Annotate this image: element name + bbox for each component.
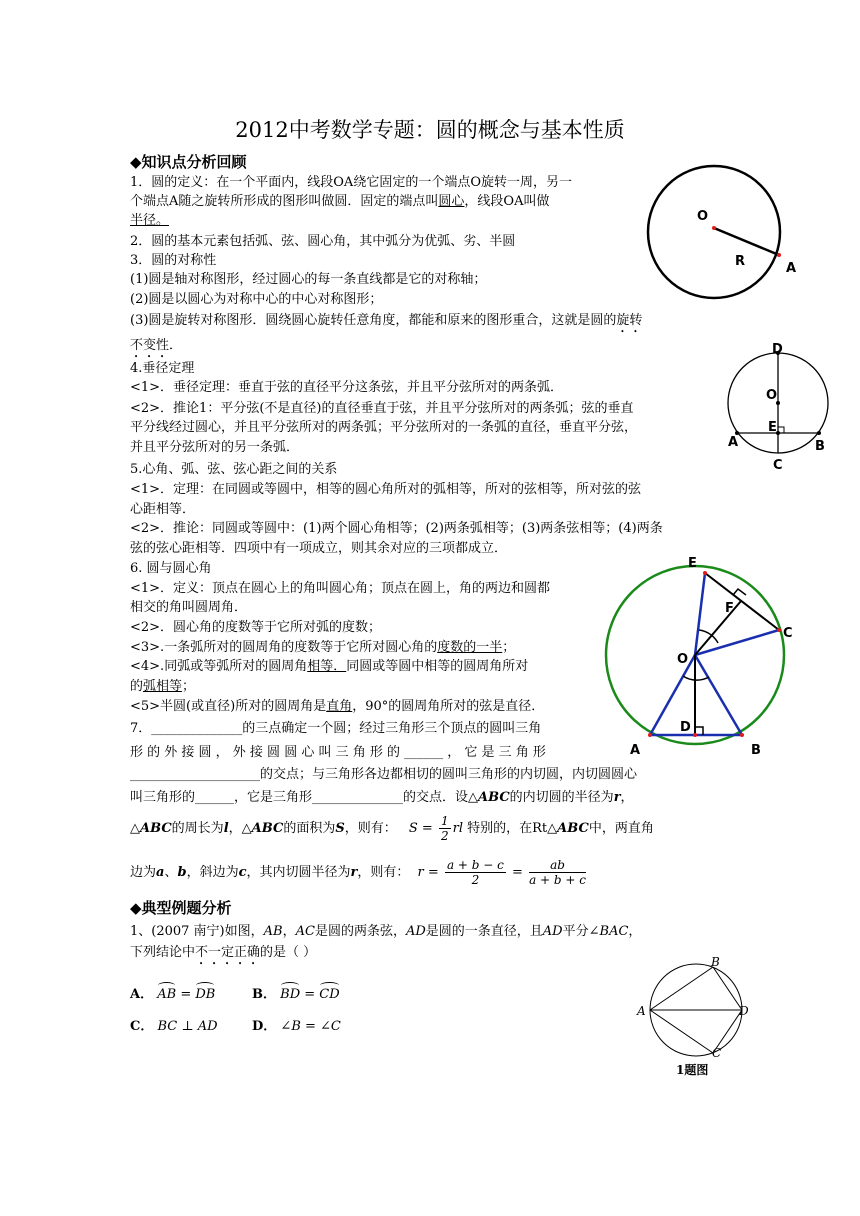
text-line: 弦的弦心距相等．四项中有一项成立，则其余对应的三项都成立． bbox=[130, 541, 508, 556]
formula-equals: = bbox=[427, 865, 439, 880]
text-line: 相交的角叫圆周角． bbox=[130, 600, 248, 615]
point-marker bbox=[693, 733, 697, 737]
math-var: AC bbox=[295, 924, 315, 939]
text-line bbox=[130, 678, 195, 695]
text-segment: ． bbox=[169, 338, 183, 353]
underlined-term: 弧相等 bbox=[143, 679, 183, 694]
math-equals: = bbox=[176, 987, 196, 1002]
option-c[interactable] bbox=[130, 1018, 218, 1035]
chord-ac bbox=[650, 1010, 713, 1053]
text-segment: ； bbox=[502, 640, 516, 655]
text-segment: 边为 bbox=[130, 865, 157, 880]
point-label-e: E bbox=[768, 420, 777, 435]
math-var: a bbox=[156, 865, 165, 880]
math-var: r bbox=[350, 865, 358, 880]
text-segment: ， bbox=[628, 924, 642, 939]
text-line bbox=[130, 698, 544, 715]
page-title: 2012中考数学专题：圆的概念与基本性质 bbox=[235, 118, 625, 142]
text-segment: ； bbox=[182, 679, 196, 694]
figure-perpendicular-diameter bbox=[722, 340, 832, 475]
formula-equals: = bbox=[512, 865, 523, 880]
math-var: AD bbox=[542, 924, 563, 939]
math-var: b bbox=[177, 865, 187, 880]
text-line: <2>．推论1：平分弦(不是直径)的直径垂直于弦，并且平分弦所对的两条弧；弦的垂直 bbox=[130, 401, 634, 416]
point-marker bbox=[712, 226, 716, 230]
fraction-denominator: a + b + c bbox=[529, 873, 586, 887]
point-label-o: O bbox=[766, 388, 778, 403]
point-label-b: B bbox=[815, 439, 825, 454]
emphasized-term: 旋转 bbox=[616, 313, 643, 328]
text-segment: 中，两直角 bbox=[588, 821, 654, 836]
underlined-term: 半径。 bbox=[130, 213, 170, 228]
fill-blank: ______________ bbox=[151, 721, 243, 736]
option-letter: C． bbox=[130, 1019, 154, 1034]
text-segment: ，斜边为 bbox=[186, 865, 239, 880]
text-segment: 的面积为 bbox=[283, 821, 336, 836]
text-line: 心距相等． bbox=[130, 502, 196, 517]
fraction-denominator: 2 bbox=[440, 829, 449, 843]
point-label-d: D bbox=[680, 720, 691, 735]
math-var: ABC bbox=[557, 821, 589, 836]
emphasized-term: 不一定正确 bbox=[195, 945, 261, 960]
arc-term: DB bbox=[195, 987, 216, 1002]
formula-equals: = bbox=[421, 821, 433, 836]
arc-term: CD bbox=[319, 987, 340, 1002]
text-line: <1>．定义：顶点在圆心上的角叫圆心角；顶点在圆上，角的两边和圆都 bbox=[130, 581, 551, 596]
text-line: (1)圆是轴对称图形，经过圆心的每一条直线都是它的对称轴； bbox=[130, 272, 487, 287]
segment-ob bbox=[695, 655, 742, 735]
point-marker bbox=[703, 571, 707, 575]
text-line: <1>．定理：在同圆或等圆中，相等的圆心角所对的弧相等，所对的弦相等，所对弦的弦 bbox=[130, 482, 642, 497]
option-letter: D． bbox=[252, 1019, 277, 1034]
underlined-term: 直角 bbox=[326, 699, 353, 714]
text-segment: ，则有： bbox=[344, 821, 397, 836]
math-var: AD bbox=[405, 924, 426, 939]
text-segment: ，90°的圆周角所对的弦是直径． bbox=[352, 699, 545, 714]
text-line bbox=[130, 944, 316, 968]
text-line: (2)圆是以圆心为对称中心的中心对称图形； bbox=[130, 292, 383, 307]
figure-circle-angles bbox=[600, 550, 800, 760]
point-label-a: A bbox=[728, 435, 739, 450]
formula-term: rl bbox=[452, 821, 463, 836]
chord-bd bbox=[713, 967, 742, 1010]
point-marker bbox=[777, 253, 781, 257]
chord-ec bbox=[705, 573, 779, 630]
text-segment: 的交点；与三角形各边都相切的圆叫三角形的内切圆，内切圆圆心 bbox=[260, 767, 638, 782]
text-segment: ， bbox=[282, 924, 296, 939]
option-b[interactable] bbox=[252, 986, 340, 1003]
text-segment: 特别的，在Rt△ bbox=[467, 821, 558, 836]
text-segment: 的周长为 bbox=[171, 821, 224, 836]
formula-fraction bbox=[445, 858, 506, 887]
point-label-c: C bbox=[783, 626, 793, 641]
text-segment: ，△ bbox=[228, 821, 252, 836]
circle-outline bbox=[648, 166, 780, 298]
point-marker bbox=[648, 733, 652, 737]
math-var: AB bbox=[263, 924, 283, 939]
arc-term: BD bbox=[280, 987, 301, 1002]
arc-term: AB bbox=[157, 987, 177, 1002]
underlined-term: 相等． bbox=[307, 659, 347, 674]
point-marker bbox=[817, 431, 821, 435]
text-line bbox=[130, 923, 641, 940]
subsection-heading: 6. 圆与圆心角 bbox=[130, 561, 212, 576]
text-segment: 同圆或等圆中相等的圆周角所对 bbox=[346, 659, 529, 674]
point-label-a: A bbox=[786, 261, 797, 276]
point-label-c: C bbox=[773, 458, 783, 473]
text-line bbox=[130, 812, 654, 846]
segment-oc bbox=[695, 630, 779, 655]
text-line: <2>．推论：同圆或等圆中：(1)两个圆心角相等；(2)两条弧相等；(3)两条弦相等；(4)两条 bbox=[130, 521, 663, 536]
fraction-numerator: 1 bbox=[440, 814, 449, 828]
text-segment: 的是（ ） bbox=[260, 945, 317, 960]
option-d[interactable] bbox=[252, 1018, 341, 1035]
math-var: ABC bbox=[478, 790, 510, 805]
math-var: S bbox=[335, 821, 345, 836]
chord-ab bbox=[650, 967, 713, 1010]
text-segment: 下列结论中 bbox=[130, 945, 196, 960]
text-segment: <5>半圆(或直径)所对的圆周角是 bbox=[130, 699, 327, 714]
text-segment: 平分 bbox=[562, 924, 589, 939]
point-label-e: E bbox=[688, 556, 697, 571]
text-segment: ，其内切圆半径为 bbox=[246, 865, 351, 880]
text-line: 形 的 外 接 圆 ， 外 接 圆 圆 心 叫 三 角 形 的 ______ ， 它 是 三 角 形 bbox=[130, 745, 546, 760]
section-heading-examples: ◆典型例题分析 bbox=[130, 899, 232, 917]
point-label-d: D bbox=[772, 342, 783, 357]
point-label-b: B bbox=[711, 955, 720, 969]
option-a[interactable] bbox=[130, 986, 215, 1003]
option-letter: A． bbox=[130, 987, 154, 1002]
point-label-o: O bbox=[697, 209, 709, 224]
point-marker bbox=[740, 733, 744, 737]
point-label-a: A bbox=[637, 1004, 646, 1018]
point-label-d: D bbox=[739, 1004, 749, 1018]
fill-blank: ____________________ bbox=[130, 767, 260, 782]
point-marker bbox=[777, 628, 781, 632]
figure-caption: 1题图 bbox=[676, 1063, 709, 1077]
text-line: <1>．垂径定理：垂直于弦的直径平分这条弦，并且平分弦所对的两条弧． bbox=[130, 380, 564, 395]
text-segment: 1、(2007 南宁)如图， bbox=[130, 924, 264, 939]
text-line: 3．圆的对称性 bbox=[130, 253, 217, 268]
underlined-term: 圆心 bbox=[438, 194, 465, 209]
point-label-b: B bbox=[751, 743, 761, 758]
emphasized-term: 不变性 bbox=[130, 338, 170, 353]
math-var: ABC bbox=[140, 821, 172, 836]
subsection-heading: 5.心角、弧、弦、弦心距之间的关系 bbox=[130, 462, 338, 477]
text-segment: △ bbox=[130, 821, 140, 836]
point-label-a: A bbox=[630, 743, 641, 758]
text-line bbox=[130, 720, 541, 737]
text-line bbox=[130, 856, 588, 890]
point-label-c: C bbox=[712, 1046, 722, 1060]
math-var: l bbox=[223, 821, 229, 836]
text-segment: ， bbox=[620, 790, 634, 805]
formula-fraction bbox=[529, 858, 586, 887]
math-equals: = bbox=[300, 987, 320, 1002]
text-line: 平分线经过圆心，并且平分弦所对的两条弧；平分弦所对的一条弧的直径，垂直平分弦， bbox=[130, 420, 638, 435]
text-line: <2>．圆心角的度数等于它所对弧的度数； bbox=[130, 620, 382, 635]
segment-oe bbox=[695, 573, 705, 655]
formula-lhs: r bbox=[417, 865, 424, 880]
text-line bbox=[130, 658, 528, 675]
text-segment: (3)圆是旋转对称图形．圆绕圆心旋转任意角度，都能和原来的图形重合，这就是圆的 bbox=[130, 313, 617, 328]
text-segment: 、 bbox=[164, 865, 178, 880]
subsection-heading: 4.垂径定理 bbox=[130, 361, 195, 376]
text-segment: 的三点确定一个圆；经过三角形三个顶点的圆叫三角 bbox=[242, 721, 542, 736]
text-line: 1．圆的定义：在一个平面内，线段OA绕它固定的一个端点O旋转一周，另一 bbox=[130, 175, 572, 190]
text-line: 2．圆的基本元素包括弧、弦、圆心角，其中弧分为优弧、劣、半圆 bbox=[130, 234, 516, 249]
text-line bbox=[130, 766, 637, 783]
text-line bbox=[130, 312, 642, 336]
text-line: 并且平分弦所对的另一条弧． bbox=[130, 440, 300, 455]
math-var: r bbox=[613, 790, 621, 805]
formula-lhs: S bbox=[408, 821, 418, 836]
text-segment: 叫三角形的______，它是三角形______________的交点．设△ bbox=[130, 790, 478, 805]
text-line bbox=[130, 337, 182, 361]
math-var: ABC bbox=[251, 821, 284, 836]
point-label-f: F bbox=[725, 601, 734, 616]
text-segment: 是圆的一条直径，且 bbox=[425, 924, 543, 939]
section-heading-knowledge: ◆知识点分析回顾 bbox=[130, 153, 247, 171]
text-segment: <4>.同弧或等弧所对的圆周角 bbox=[130, 659, 308, 674]
text-line bbox=[130, 789, 634, 806]
text-segment: 是圆的两条弦， bbox=[314, 924, 406, 939]
text-line bbox=[130, 193, 549, 210]
text-segment: 的 bbox=[130, 679, 144, 694]
underlined-term: 度数的一半 bbox=[437, 640, 503, 655]
radius-line bbox=[714, 228, 779, 255]
segment-label-r: R bbox=[735, 254, 746, 269]
fraction-numerator: ab bbox=[529, 858, 586, 873]
point-label-o: O bbox=[677, 652, 689, 667]
fraction-numerator: a + b − c bbox=[446, 858, 504, 872]
text-segment: ，则有： bbox=[357, 865, 410, 880]
text-segment: <3>.一条弧所对的圆周角的度数等于它所对圆心角的 bbox=[130, 640, 438, 655]
option-letter: B． bbox=[252, 987, 276, 1002]
text-line bbox=[130, 639, 515, 656]
text-segment: 7． bbox=[130, 721, 152, 736]
math-var: ∠BAC bbox=[588, 924, 629, 939]
text-segment: 个端点A随之旋转所形成的图形叫做圆．固定的端点叫 bbox=[130, 194, 439, 209]
option-text: ∠B = ∠C bbox=[280, 1019, 341, 1034]
figure-circle-radius bbox=[640, 166, 800, 316]
text-segment: 的内切圆的半径为 bbox=[509, 790, 614, 805]
formula-fraction bbox=[439, 814, 451, 843]
option-text: BC ⊥ AD bbox=[157, 1019, 218, 1034]
right-angle-mark bbox=[733, 589, 746, 595]
text-segment: ，线段OA叫做 bbox=[464, 194, 550, 209]
fraction-denominator: 2 bbox=[471, 873, 480, 887]
math-var: c bbox=[238, 865, 247, 880]
